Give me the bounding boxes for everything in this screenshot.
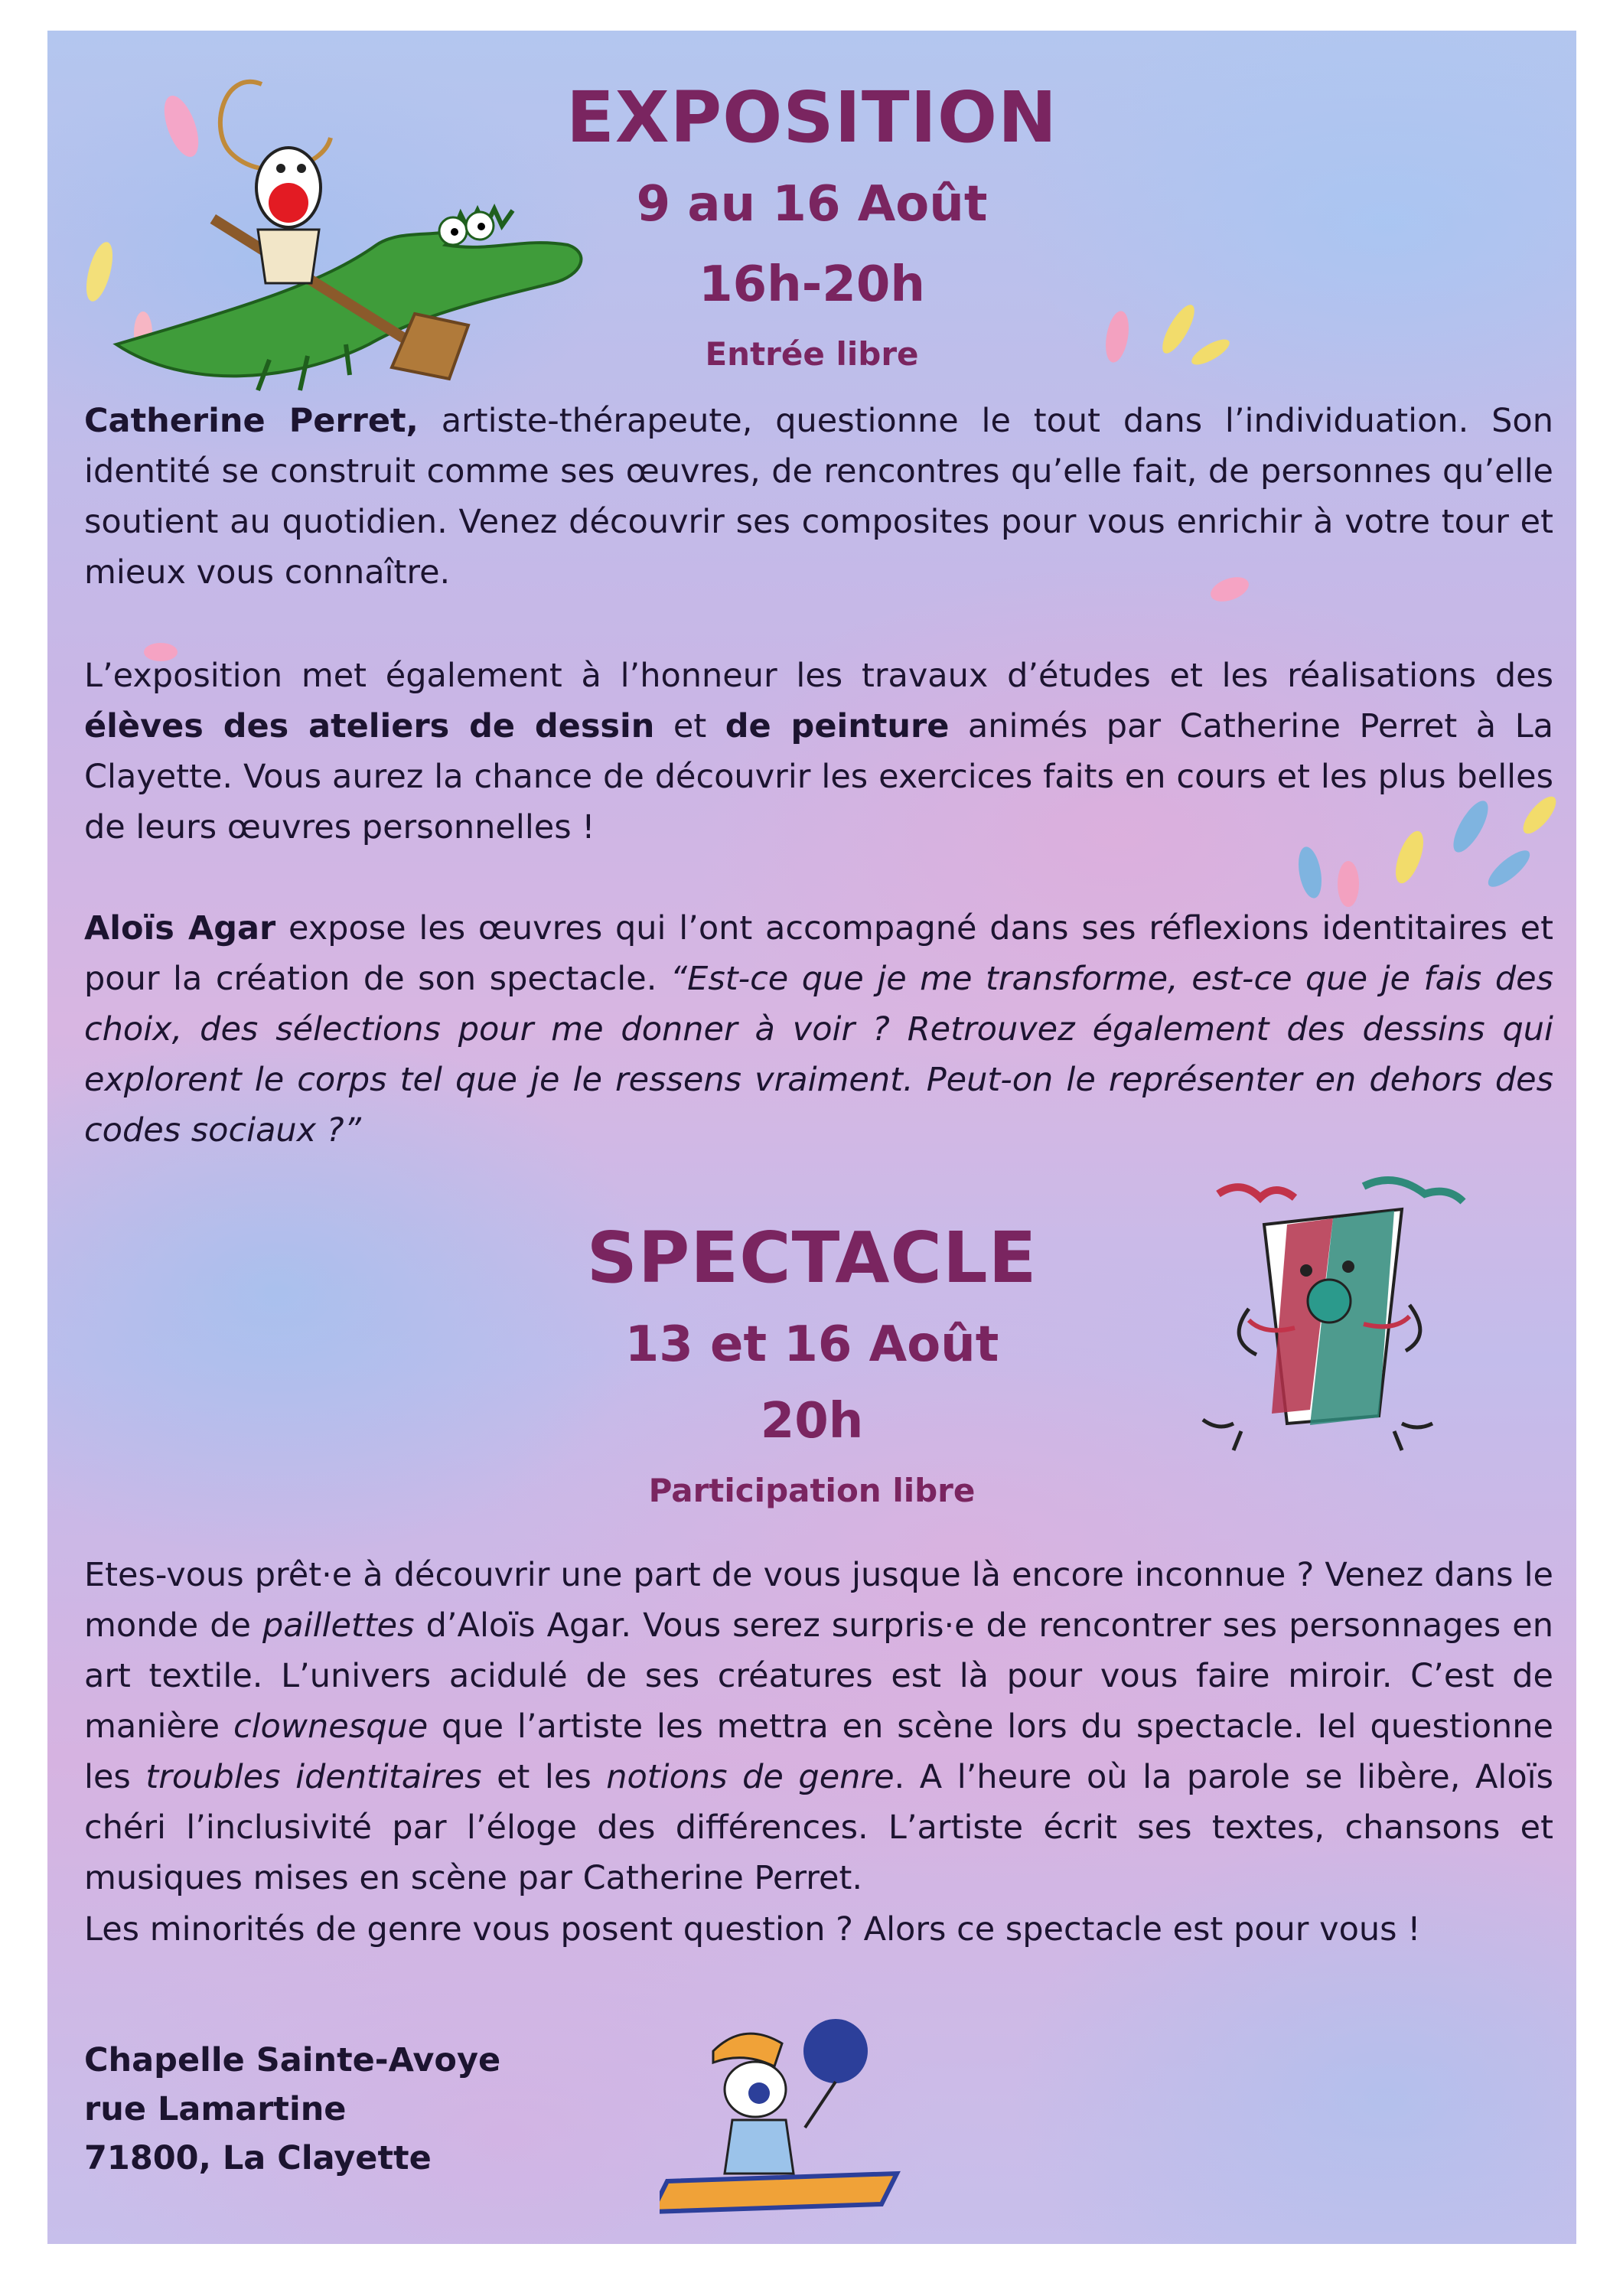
paragraph-spectacle bbox=[84, 1550, 1553, 1903]
italic-text: troubles identitaires bbox=[145, 1758, 482, 1796]
italic-text: notions de genre bbox=[606, 1758, 895, 1796]
address-line-city: 71800, La Clayette bbox=[84, 2139, 432, 2177]
paragraph-text: d’Aloïs Agar. Vous serez surpris·e de rencontrer ses personnages en art textile. L’univers acidulé de ses créatures est là pour vous faire miroir. C’est de manière bbox=[84, 1606, 1553, 1746]
bold-text: élèves des ateliers de dessin bbox=[84, 707, 655, 745]
poster bbox=[47, 31, 1576, 2244]
paragraph-text: que l’artiste les mettra en scène lors du spectacle. Iel questionne les bbox=[84, 1707, 1553, 1796]
paragraph-text: animés par Catherine Perret à La Clayette. Vous aurez la chance de découvrir les exercices faits en cours et les plus belles de leurs œuvres personnelles ! bbox=[84, 707, 1553, 846]
spectacle-dates: 13 et 16 Août bbox=[624, 1316, 999, 1373]
italic-text: clownesque bbox=[233, 1707, 429, 1746]
venue-address bbox=[84, 2036, 500, 2183]
paragraph-catherine-perret bbox=[84, 396, 1553, 598]
paragraph-alois-agar bbox=[84, 903, 1553, 1156]
artist-name: Aloïs Agar bbox=[84, 909, 276, 947]
exposition-title: EXPOSITION bbox=[565, 77, 1058, 158]
flying-carpet-character-illustration bbox=[660, 2005, 920, 2219]
bold-text: de peinture bbox=[725, 707, 950, 745]
paragraph-text: artiste-thérapeute, questionne le tout dans l’individuation. Son identité se construit comme ses œuvres, de rencontres qu’elle fait, de personnes qu’elle soutient au quotidien. Venez découvrir ses composites pour vous enrichir à votre tour et mieux vous connaître. bbox=[84, 402, 1553, 592]
artist-quote: “Est-ce que je me transforme, est-ce que je fais des choix, des sélections pour me donner à voir ? Retrouvez également des dessins qui explorent le corps tel que je le ressens vraiment. Peut-on le représenter en dehors des codes sociaux ?” bbox=[84, 960, 1553, 1150]
spectacle-title: SPECTACLE bbox=[586, 1217, 1038, 1299]
paragraph-text: . A l’heure où la parole se libère, Aloïs chéri l’inclusivité par l’éloge des différences. L’artiste écrit ses textes, chansons et musiques mises en scène par Catherine Perret. bbox=[84, 1758, 1553, 1897]
spectacle-hours: 20h bbox=[760, 1393, 864, 1450]
exposition-hours: 16h-20h bbox=[699, 256, 925, 313]
paragraph-text: L’exposition met également à l’honneur les travaux d’études et les réalisations des bbox=[84, 657, 1553, 695]
paragraph-student-work bbox=[84, 651, 1553, 853]
closing-line: Les minorités de genre vous posent question ? Alors ce spectacle est pour vous ! bbox=[84, 1910, 1421, 1949]
exposition-entry: Entrée libre bbox=[705, 335, 919, 373]
exposition-dates: 9 au 16 Août bbox=[636, 176, 988, 233]
paragraph-text: Etes-vous prêt·e à découvrir une part de vous jusque là encore inconnue ? Venez dans le monde de bbox=[84, 1556, 1553, 1645]
paragraph-text: expose les œuvres qui l’ont accompagné dans ses réflexions identitaires et pour la création de son spectacle. bbox=[84, 909, 1554, 998]
paragraph-text: et les bbox=[481, 1758, 607, 1796]
address-line-venue: Chapelle Sainte-Avoye bbox=[84, 2041, 501, 2079]
spectacle-entry: Participation libre bbox=[648, 1472, 976, 1509]
italic-text: paillettes bbox=[262, 1606, 415, 1645]
paragraph-text: et bbox=[654, 707, 725, 745]
address-line-street: rue Lamartine bbox=[84, 2090, 347, 2128]
artist-name: Catherine Perret, bbox=[84, 402, 419, 440]
